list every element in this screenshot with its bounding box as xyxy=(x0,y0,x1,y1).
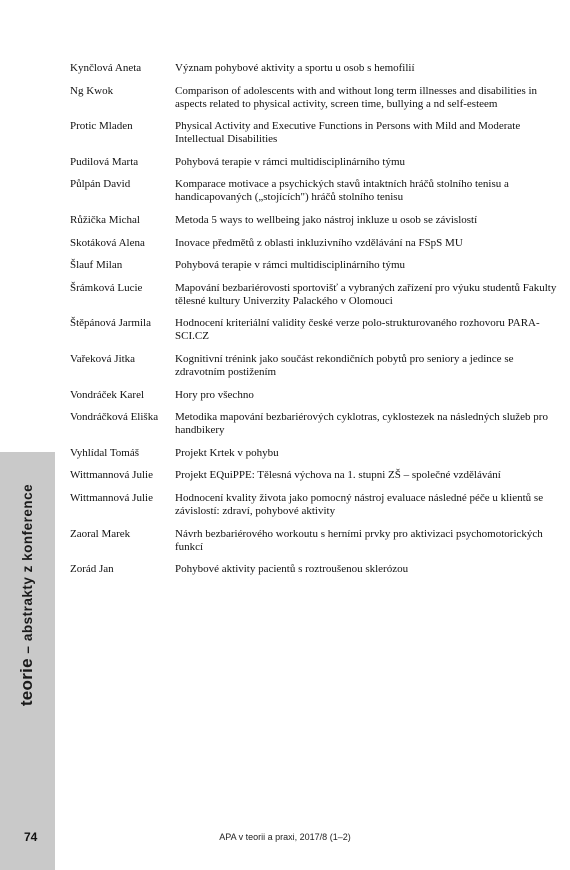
section-label-strong: teorie xyxy=(17,658,36,707)
author-name: Wittmannová Julie xyxy=(70,469,153,482)
list-item xyxy=(70,563,558,576)
list-item xyxy=(70,389,558,402)
abstract-title: Kognitivní trénink jako součást rekondičních pobytů pro seniory a jedince se zdravotním postižením xyxy=(175,352,514,378)
author-name: Štěpánová Jarmila xyxy=(70,317,151,330)
author-name: Zorád Jan xyxy=(70,563,114,576)
abstract-title: Pohybové aktivity pacientů s roztroušenou sklerózou xyxy=(175,563,409,576)
section-label-rest: abstrakty z konference xyxy=(20,483,35,642)
abstract-title: Komparace motivace a psychických stavů intaktních hráčů stolního tenisu a handicapovaných („stojících") hráčů stolního tenisu xyxy=(175,178,509,204)
author-name: Vondráčková Eliška xyxy=(70,411,159,424)
list-item xyxy=(70,259,558,272)
list-item xyxy=(70,353,558,379)
list-item xyxy=(70,62,558,75)
list-item xyxy=(70,120,558,146)
author-name: Vařeková Jitka xyxy=(70,352,136,365)
list-item xyxy=(70,85,558,111)
abstract-title: Návrh bezbariérového workoutu s herními prvky pro aktivizaci psychomotorických funkcí xyxy=(175,527,543,553)
list-item xyxy=(70,411,558,437)
abstract-title: Comparison of adolescents with and without long term illnesses and disabilities in aspects related to physical activity, screen time, bullying a nd self-esteem xyxy=(175,84,538,110)
abstract-title: Pohybová terapie v rámci multidisciplinárního týmu xyxy=(175,259,406,272)
section-side-label xyxy=(17,484,37,706)
list-item xyxy=(70,237,558,250)
author-name: Ng Kwok xyxy=(70,84,114,97)
list-item xyxy=(70,492,558,518)
author-name: Zaoral Marek xyxy=(70,527,131,540)
list-item xyxy=(70,528,558,554)
list-item xyxy=(70,178,558,204)
author-name: Vondráček Karel xyxy=(70,388,145,401)
page-number: 74 xyxy=(24,830,38,844)
author-name: Protic Mladen xyxy=(70,120,133,133)
list-item xyxy=(70,282,558,308)
list-item xyxy=(70,469,558,482)
author-name: Wittmannová Julie xyxy=(70,491,153,504)
list-item xyxy=(70,447,558,460)
abstract-title: Physical Activity and Executive Functions in Persons with Mild and Moderate Intellectual Disabilities xyxy=(175,120,521,146)
abstract-title: Projekt Krtek v pohybu xyxy=(175,446,279,459)
abstract-title: Hory pro všechno xyxy=(175,388,254,401)
author-name: Šlauf Milan xyxy=(70,259,123,272)
abstract-title: Hodnocení kvality života jako pomocný nástroj evaluace následné péče u klientů se závislostí: zdraví, pohybové aktivity xyxy=(175,491,544,517)
abstract-title: Hodnocení kriteriální validity české verze polo-strukturovaného rozhovoru PARA-SCI.CZ xyxy=(175,317,540,343)
abstract-title: Projekt EQuiPPE: Tělesná výchova na 1. stupni ZŠ – společné vzdělávání xyxy=(175,469,501,482)
abstract-title: Pohybová terapie v rámci multidisciplinárního týmu xyxy=(175,155,406,168)
abstract-title: Mapování bezbariérovosti sportovišť a vybraných zařízení pro výuku studentů Fakulty tělesné kultury Univerzity Palackého v Olomouci xyxy=(175,281,557,307)
author-name: Kynčlová Aneta xyxy=(70,62,142,74)
abstract-title: Metoda 5 ways to wellbeing jako nástroj inkluze u osob se závislostí xyxy=(175,213,478,226)
abstract-title: Inovace předmětů z oblasti inkluzivního vzdělávání na FSpS MU xyxy=(175,236,463,249)
author-name: Vyhlídal Tomáš xyxy=(70,446,139,459)
author-name: Skotáková Alena xyxy=(70,236,145,249)
section-label-separator: – xyxy=(20,645,35,654)
list-item xyxy=(70,317,558,343)
author-name: Růžička Michal xyxy=(70,213,140,226)
list-item xyxy=(70,156,558,169)
author-name: Šrámková Lucie xyxy=(70,281,143,294)
author-name: Půlpán David xyxy=(70,178,131,191)
abstract-title: Metodika mapování bezbariérových cyklotras, cyklostezek na následných služeb pro handbikery xyxy=(175,411,548,437)
abstract-list xyxy=(70,62,558,586)
abstract-title: Význam pohybové aktivity a sportu u osob s hemofilií xyxy=(175,62,415,74)
journal-footer: APA v teorii a praxi, 2017/8 (1–2) xyxy=(219,832,351,842)
author-name: Pudilová Marta xyxy=(70,155,139,168)
list-item xyxy=(70,214,558,227)
